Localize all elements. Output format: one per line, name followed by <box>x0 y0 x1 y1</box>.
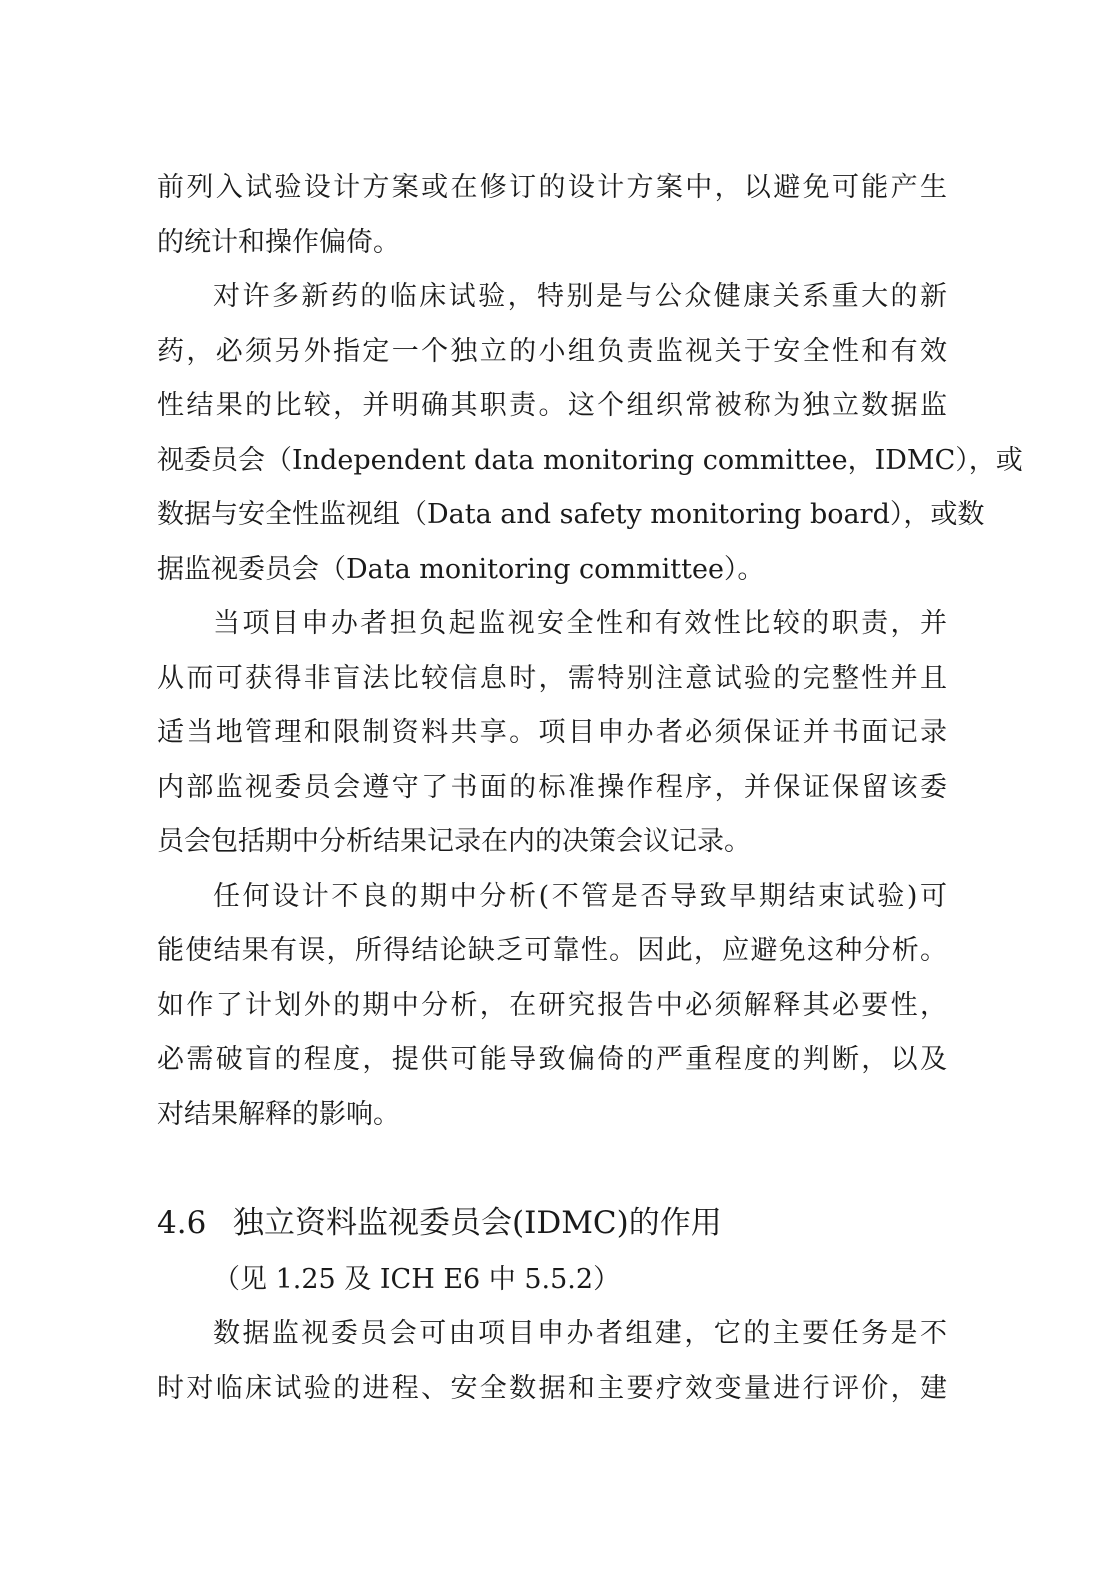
paragraph-4-line-4: 必需破盲的程度，提供可能导致偏倚的严重程度的判断，以及 <box>157 1044 947 1075</box>
paragraph-3-line-4: 内部监视委员会遵守了书面的标准操作程序，并保证保留该委 <box>157 772 947 803</box>
paragraph-3-line-3: 适当地管理和限制资料共享。项目申办者必须保证并书面记录 <box>157 717 947 748</box>
paragraph-4-line-5: 对结果解释的影响。 <box>157 1099 400 1130</box>
section-paragraph-line-2: 时对临床试验的进程、安全数据和主要疗效变量进行评价，建 <box>157 1373 947 1404</box>
section-paragraph-line-1: 数据监视委员会可由项目申办者组建，它的主要任务是不 <box>213 1318 947 1349</box>
paragraph-4-line-2: 能使结果有误，所得结论缺乏可靠性。因此，应避免这种分析。 <box>157 935 947 966</box>
section-heading <box>157 1203 722 1243</box>
section-title: 独立资料监视委员会(IDMC)的作用 <box>233 1205 722 1241</box>
paragraph-2-line-3: 性结果的比较，并明确其职责。这个组织常被称为独立数据监 <box>157 390 947 421</box>
paragraph-3-line-5: 员会包括期中分析结果记录在内的决策会议记录。 <box>157 826 751 857</box>
section-number: 4.6 <box>157 1205 207 1241</box>
paragraph-2-line-2: 药，必须另外指定一个独立的小组负责监视关于安全性和有效 <box>157 336 947 367</box>
paragraph-2-line-6: 据监视委员会（Data monitoring committee）。 <box>157 554 765 585</box>
paragraph-4-line-1: 任何设计不良的期中分析(不管是否导致早期结束试验)可 <box>213 881 947 912</box>
paragraph-3-line-2: 从而可获得非盲法比较信息时，需特别注意试验的完整性并且 <box>157 663 947 694</box>
paragraph-1-line-1: 前列入试验设计方案或在修订的设计方案中，以避免可能产生 <box>157 172 947 203</box>
paragraph-2-line-4: 视委员会（Independent data monitoring committee，IDMC），或 <box>157 445 1023 476</box>
paragraph-1-line-2: 的统计和操作偏倚。 <box>157 227 400 258</box>
paragraph-2-line-1: 对许多新药的临床试验，特别是与公众健康关系重大的新 <box>213 281 947 312</box>
paragraph-4-line-3: 如作了计划外的期中分析，在研究报告中必须解释其必要性， <box>157 990 947 1021</box>
paragraph-3-line-1: 当项目申办者担负起监视安全性和有效性比较的职责，并 <box>213 608 947 639</box>
section-reference: （见 1.25 及 ICH E6 中 5.5.2） <box>213 1264 621 1295</box>
paragraph-2-line-5: 数据与安全性监视组（Data and safety monitoring board），或数 <box>157 499 985 530</box>
